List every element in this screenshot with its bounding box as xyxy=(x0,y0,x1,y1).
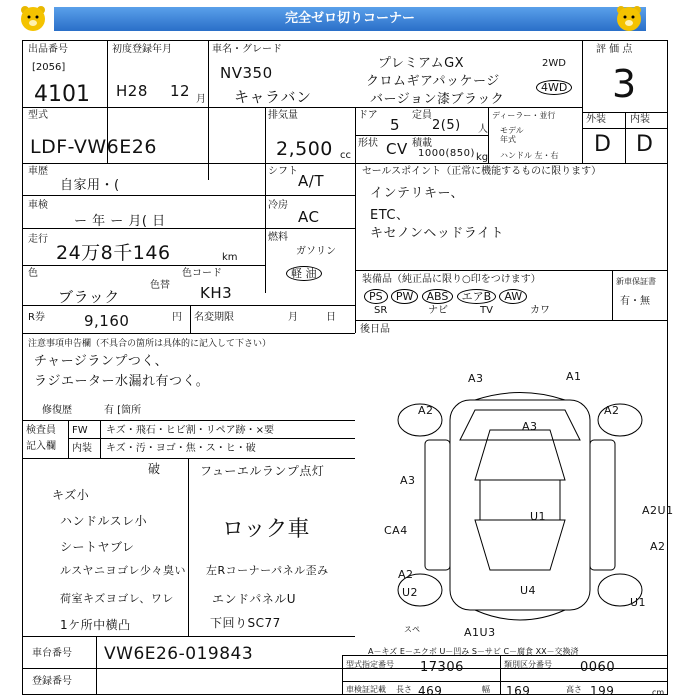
equipment-label: 装備品（純正品に限り○印をつけます） xyxy=(362,274,541,285)
doors-value: 5 xyxy=(390,116,401,134)
interior-grade: D xyxy=(636,132,654,157)
shift-value: A/T xyxy=(298,172,324,190)
shape-value: CV xyxy=(386,140,408,158)
drive-2wd: 2WD xyxy=(542,58,566,69)
kg-unit: kg xyxy=(476,152,489,163)
hw-scratch-small: キズ小 xyxy=(52,488,90,502)
hw-end-panel: エンドパネルU xyxy=(212,592,297,606)
length-value: 469 xyxy=(418,684,443,698)
load-value: 1000(850) xyxy=(418,148,475,159)
type-designation-value: 17306 xyxy=(420,660,464,675)
fw-label: FW xyxy=(72,425,88,436)
exterior-label: 外装 xyxy=(586,114,606,125)
diagram-mark-a3-top: A3 xyxy=(468,372,484,385)
sales-item-3: キセノンヘッドライト xyxy=(370,226,504,241)
history-label: 車歴 xyxy=(28,166,48,177)
name-limit-day: 日 xyxy=(326,312,336,323)
diagram-mark-a2-right-rear: A2 xyxy=(650,540,666,553)
inner-label: 内装 xyxy=(72,443,92,454)
inspection-value: ー 年 ー 月( 日 xyxy=(74,214,166,229)
car-name-label: 車名・グレード xyxy=(212,44,282,55)
category-value: 0060 xyxy=(580,660,616,675)
hw-cargo: 荷室キズヨゴレ、ワレ xyxy=(60,592,174,605)
mileage-value: 24万8千146 xyxy=(56,242,171,264)
doors-label: ドア xyxy=(358,110,378,121)
recycle-value: 9,160 xyxy=(84,312,130,330)
bear-mascot-left-icon xyxy=(18,4,48,34)
mileage-label: 走行 xyxy=(28,234,48,245)
first-registration-month: 12 xyxy=(170,82,191,100)
cm-unit: cm xyxy=(652,688,665,697)
lot-id-small: [2056] xyxy=(32,62,66,73)
drive-4wd-circled: 4WD xyxy=(536,80,572,95)
yen-unit: 円 xyxy=(172,312,182,323)
equip-airbag: エアB xyxy=(457,289,497,304)
diagram-mark-u4: U4 xyxy=(520,584,537,597)
dealer-label: ディーラー・並行 xyxy=(492,111,556,120)
shift-label: シフト xyxy=(268,166,298,177)
note-line-2: ラジエーター水漏れ有つく。 xyxy=(34,374,210,389)
person-unit: 人 xyxy=(478,124,488,135)
inner-text: キズ・汚・ヨゴ・焦・ス・ヒ・破 xyxy=(106,443,256,454)
recycle-label: R券 xyxy=(28,312,45,323)
sales-item-1: インテリキー、 xyxy=(370,186,464,201)
interior-label: 内装 xyxy=(630,114,650,125)
repair-label: 修復歴 xyxy=(42,405,72,416)
record-label: 記入欄 xyxy=(26,441,56,452)
certificate-label: 車検証記載 xyxy=(346,685,386,694)
model-year-label: モデル年式 xyxy=(500,126,524,144)
name-limit-label: 名変期限 xyxy=(194,312,234,323)
length-label: 長さ xyxy=(396,685,412,694)
month-unit: 月 xyxy=(196,94,206,105)
lock-car-note: ロック車 xyxy=(222,517,310,542)
diagram-mark-u1-rear: U1 xyxy=(630,596,647,609)
diagram-mark-u1-roof: U1 xyxy=(530,510,547,523)
lot-label: 出品番号 xyxy=(28,44,68,55)
fuel-label: 燃料 xyxy=(268,232,288,243)
height-value: 199 xyxy=(590,684,615,698)
car-name: NV350 xyxy=(220,64,273,82)
color-label: 色 xyxy=(28,268,38,279)
chassis-label: 車台番号 xyxy=(32,648,72,659)
width-label: 幅 xyxy=(482,685,490,694)
hw-seat-tear: シートヤブレ xyxy=(60,540,135,554)
hw-dent: 1ケ所中横凸 xyxy=(60,618,131,632)
car-name-2: キャラバン xyxy=(234,88,312,106)
warranty-label: 新車保証書 xyxy=(616,277,656,286)
hw-smell: ルスヤニヨゴレ少々臭い xyxy=(60,564,186,577)
score-label: 評 価 点 xyxy=(596,44,633,55)
warranty-value: 有・無 xyxy=(620,296,650,307)
inspection-label: 車検 xyxy=(28,200,48,211)
equip-ps: PS xyxy=(364,289,388,304)
color-code-label: 色コード xyxy=(182,268,222,279)
ac-label: 冷房 xyxy=(268,200,288,211)
equip-aw: AW xyxy=(499,289,527,304)
category-label: 類別区分番号 xyxy=(504,660,552,669)
ac-value: AC xyxy=(298,208,320,226)
equip-pw: PW xyxy=(391,289,419,304)
stamp-mark: 破 xyxy=(148,462,161,476)
fw-text: キズ・飛石・ヒビ割・リペア跡・×要 xyxy=(106,425,274,436)
cc-unit: cc xyxy=(340,150,351,161)
first-registration-year: H28 xyxy=(116,82,148,100)
diagram-mark-ca4: CA4 xyxy=(384,524,408,537)
registration-label: 登録番号 xyxy=(32,676,72,687)
diagram-mark-a2u1: A2U1 xyxy=(642,504,674,517)
corner-banner: 完全ゼロ切りコーナー xyxy=(54,7,646,31)
grade-line-3: バージョン漆ブラック xyxy=(370,92,505,107)
damage-legend: A－キズ E－エクボ U－凹み S－サビ C－腐食 XX－交換済 xyxy=(368,647,579,656)
equip-navi: ナビ xyxy=(428,305,448,316)
equip-tv: TV xyxy=(480,305,493,316)
repair-value: 有 [箇所 xyxy=(104,405,142,416)
handle-label: ハンドル 左・右 xyxy=(500,151,559,160)
hw-handle-wear: ハンドルスレ小 xyxy=(60,514,148,528)
shape-label: 形状 xyxy=(358,138,378,149)
load-label: 積載 xyxy=(412,138,432,149)
hw-fuel-lamp: フューエルランプ点灯 xyxy=(200,464,325,478)
diagram-mark-a1u3: A1U3 xyxy=(464,626,496,639)
equip-leather: カワ xyxy=(530,305,550,316)
fuel-gasoline: ガソリン xyxy=(296,246,336,257)
chassis-number: VW6E26-019843 xyxy=(104,644,254,664)
diagram-mark-a1-top: A1 xyxy=(566,370,582,383)
model-label: 型式 xyxy=(28,110,48,121)
capacity-label: 定員 xyxy=(412,110,432,121)
diagram-mark-a3-side: A3 xyxy=(400,474,416,487)
color-value: ブラック xyxy=(58,288,120,306)
hw-corner-panel: 左Rコーナーパネル歪み xyxy=(206,564,329,577)
color-code-value: KH3 xyxy=(200,284,233,302)
rear-items-label: 後日品 xyxy=(360,324,390,335)
grade-line-2: クロムギアパッケージ xyxy=(366,74,500,89)
model-value: LDF-VW6E26 xyxy=(30,136,157,158)
lot-number: 4101 xyxy=(34,82,90,107)
hw-underbody: 下回りSC77 xyxy=(210,616,281,630)
fuel-diesel-circled: 軽 油 xyxy=(286,266,322,281)
capacity-value: 2(5) xyxy=(432,118,461,133)
first-registration-label: 初度登録年月 xyxy=(112,44,172,55)
sales-point-label: セールスポイント（正常に機能するものに限ります） xyxy=(362,166,602,177)
width-value: 169 xyxy=(506,684,531,698)
diagram-mark-u2: U2 xyxy=(402,586,419,599)
grade-line-1: プレミアムGX xyxy=(378,56,465,71)
inspector-label: 検査員 xyxy=(26,425,56,436)
equip-abs: ABS xyxy=(422,289,454,304)
diagram-mark-a2-left-rear: A2 xyxy=(398,568,414,581)
bear-mascot-right-icon xyxy=(614,4,644,34)
displacement-value: 2,500 xyxy=(276,138,333,160)
diagram-mark-a3-hood: A3 xyxy=(522,420,538,433)
km-unit: km xyxy=(222,252,238,263)
equip-sr: SR xyxy=(374,305,388,316)
diagram-mark-spare: スペ xyxy=(404,625,420,634)
type-designation-label: 型式指定番号 xyxy=(346,660,394,669)
diagram-mark-a2-left: A2 xyxy=(418,404,434,417)
note-line-1: チャージランプつく、 xyxy=(34,354,169,369)
exterior-grade: D xyxy=(594,132,612,157)
notes-label: 注意事項申告欄（不具合の箇所は具体的に記入して下さい） xyxy=(28,339,272,349)
diagram-mark-a2-right: A2 xyxy=(604,404,620,417)
sales-item-2: ETC、 xyxy=(370,208,410,223)
height-label: 高さ xyxy=(566,685,582,694)
history-value: 自家用・( xyxy=(60,178,120,193)
name-limit-month: 月 xyxy=(288,312,298,323)
score-value: 3 xyxy=(612,62,637,106)
color-change-label: 色替 xyxy=(150,280,170,291)
displacement-label: 排気量 xyxy=(268,110,298,121)
